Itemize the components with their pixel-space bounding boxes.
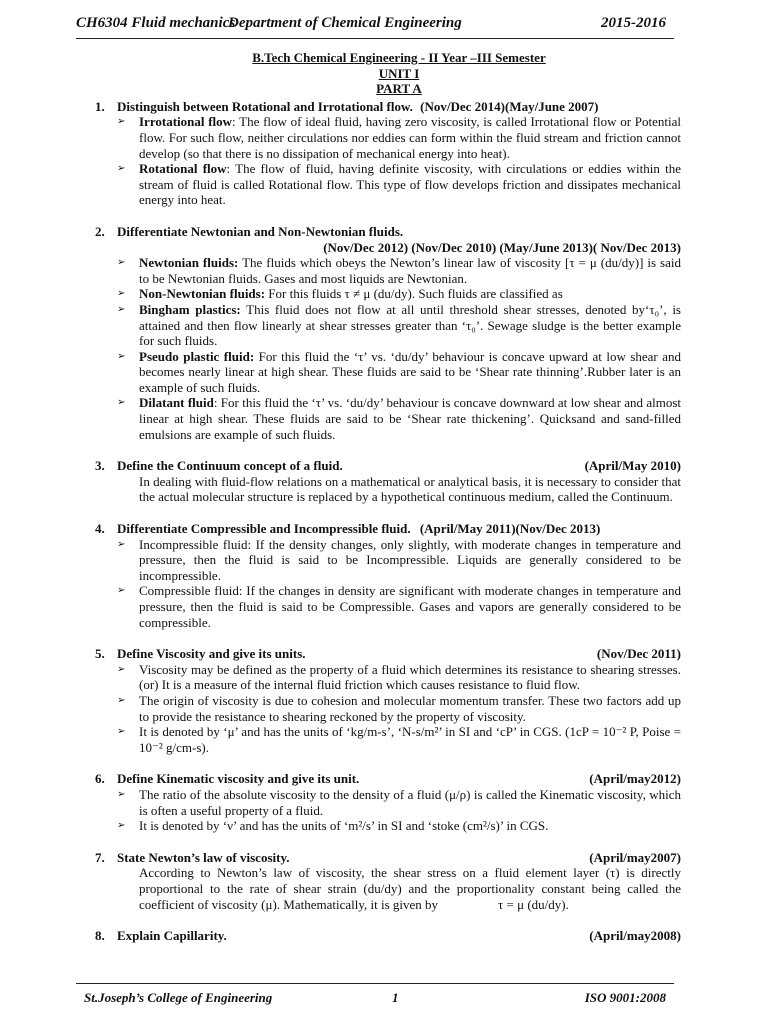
question-text: Define Kinematic viscosity and give its unit. — [117, 771, 360, 787]
iso-cert: ISO 9001:2008 — [584, 990, 666, 1005]
department-name: Department of Chemical Engineering — [228, 15, 462, 31]
question-6: 6. Define Kinematic viscosity and give its unit. (April/may2012) — [95, 771, 681, 787]
list-item: ➢ Irrotational flow: The flow of ideal fluid, having zero viscosity, is called Irrotational flow or Potential flow. For such flow, neither circulations nor eddies can form within the fluid stream and friction cannot develop (so that there is no dissipation of mechanical energy into heat). — [117, 114, 681, 161]
answer-paragraph: In dealing with fluid-flow relations on a mathematical or analytical basis, it is necessary to consider that the actual molecular structure is replaced by a hypothetical continuous medium, called the Continuum. — [139, 473, 681, 505]
viscosity-equation: τ = μ (du/dy). — [498, 896, 569, 912]
question-2: 2. Differentiate Newtonian and Non-Newtonian fluids. — [95, 223, 404, 239]
list-item: ➢ It is denoted by ‘ν’ and has the units of ‘m²/s’ in SI and ‘stoke (cm²/s)’ in CGS. — [117, 818, 681, 834]
course-code: CH6304 Fluid mechanics — [76, 15, 236, 31]
list-item: ➢ Non-Newtonian fluids: For this fluids τ ≠ μ (du/dy). Such fluids are classified as — [117, 286, 681, 302]
list-item: ➢ Dilatant fluid: For this fluid the ‘τ’ vs. ‘du/dy’ behaviour is concave downward at low shear and almost linear at high shear. These fluids are said to be ‘Shear rate thickening’. Quicksand and sand-filled emulsions are example of such fluids. — [117, 395, 681, 442]
list-item: ➢ The ratio of the absolute viscosity to the density of a fluid (μ/ρ) is called the Kinematic viscosity, which is often a useful property of a fluid. — [117, 787, 681, 818]
question-5: 5. Define Viscosity and give its units. (Nov/Dec 2011) — [95, 646, 681, 662]
exam-ref: (Nov/Dec 2012) (Nov/Dec 2010) (May/June 2013)( Nov/Dec 2013) — [323, 239, 681, 255]
question-text: State Newton’s law of viscosity. — [117, 849, 290, 865]
program-title: B.Tech Chemical Engineering - II Year –III Semester — [252, 50, 546, 65]
exam-ref: (Nov/Dec 2014)(May/June 2007) — [420, 98, 599, 114]
list-item: ➢ The origin of viscosity is due to cohesion and molecular momentum transfer. These two factors add up to provide the resistance to shearing reckoned by the property of viscosity. — [117, 693, 681, 724]
exam-ref: (April/may2012) — [589, 771, 681, 787]
list-item: ➢ It is denoted by ‘μ’ and has the units of ‘kg/m-s’, ‘N-s/m²’ in SI and ‘cP’ in CGS. (1cP = 10⁻² P, Poise = 10⁻² g/cm-s). — [117, 724, 681, 755]
question-8: 8. Explain Capillarity. (April/may2008) — [95, 928, 681, 944]
question-4: 4. Differentiate Compressible and Incompressible fluid. (April/May 2011)(Nov/Dec 2013) — [95, 521, 601, 537]
list-item: ➢ Rotational flow: The flow of fluid, having definite viscosity, with circulations or eddies within the stream of fluid is called Rotational flow. This type of flow develops friction and dissipates mechanical energy into heat. — [117, 161, 681, 208]
list-item: ➢ Viscosity may be defined as the property of a fluid which determines its resistance to shearing stresses. (or) It is a measure of the internal fluid friction which causes resistance to fluid flow. — [117, 662, 681, 693]
question-7: 7. State Newton’s law of viscosity. (April/may2007) — [95, 849, 681, 865]
question-text: Distinguish between Rotational and Irrotational flow. — [117, 98, 413, 114]
question-text: Define the Continuum concept of a fluid. — [117, 458, 343, 474]
academic-year: 2015-2016 — [601, 15, 666, 31]
footer-rule — [76, 983, 674, 984]
exam-ref: (April/may2008) — [589, 928, 681, 944]
exam-ref: (April/May 2011)(Nov/Dec 2013) — [419, 521, 601, 537]
list-item: ➢ Pseudo plastic fluid: For this fluid the ‘τ’ vs. ‘du/dy’ behaviour is concave upward at low shear and becomes nearly linear at high shear. These fluids are said to be ‘Shear rate thinning’.Rubber later is an example of such fluids. — [117, 349, 681, 396]
list-item: ➢ Compressible fluid: If the changes in density are significant with moderate changes in temperature and pressure, then the fluid is said to be Compressible. Gases and vapors are generally considered to be compressible. — [117, 583, 681, 630]
list-item: ➢ Bingham plastics: This fluid does not flow at all until threshold shear stresses, denoted by‘τ₀’, is attained and then flow linearly at shear stresses greater than ‘τ₀’. Sewage sludge is the better example for such fluids. — [117, 302, 681, 349]
question-3: 3. Define the Continuum concept of a fluid. (April/May 2010) — [95, 458, 681, 474]
list-item: ➢ Newtonian fluids: The fluids which obeys the Newton’s linear law of viscosity [τ = μ (du/dy)] is said to be Newtonian fluids. Gases and most liquids are Newtonian. — [117, 255, 681, 286]
question-text: Explain Capillarity. — [117, 928, 227, 944]
question-1: 1. Distinguish between Rotational and Irrotational flow. (Nov/Dec 2014)(May/June 2007) — [95, 98, 599, 114]
header-rule — [76, 38, 674, 39]
exam-ref: (April/may2007) — [589, 849, 681, 865]
question-text: Differentiate Newtonian and Non-Newtonian fluids. — [117, 223, 404, 239]
part-title: PART A — [376, 81, 422, 97]
document-body — [95, 50, 682, 944]
exam-ref: (Nov/Dec 2011) — [596, 646, 681, 662]
answer-paragraph: According to Newton’s law of viscosity, the shear stress on a fluid element layer (τ) is directly proportional to the rate of shear strain (du/dy) and the proportionality constant being called the coefficient of viscosity (μ). Mathematically, it is given by τ = μ (du/dy). — [139, 865, 681, 912]
college-name: St.Joseph’s College of Engineering — [84, 990, 273, 1005]
question-text: Define Viscosity and give its units. — [117, 646, 306, 662]
exam-ref: (April/May 2010) — [584, 458, 681, 474]
unit-title: UNIT I — [378, 65, 420, 81]
question-text: Differentiate Compressible and Incompressible fluid. — [117, 521, 411, 537]
list-item: ➢ Incompressible fluid: If the density changes, only slightly, with moderate changes in temperature and pressure, then the fluid is said to be Incompressible. Liquids are generally considered to be incompressible. — [117, 537, 681, 584]
page-number: 1 — [392, 990, 399, 1005]
